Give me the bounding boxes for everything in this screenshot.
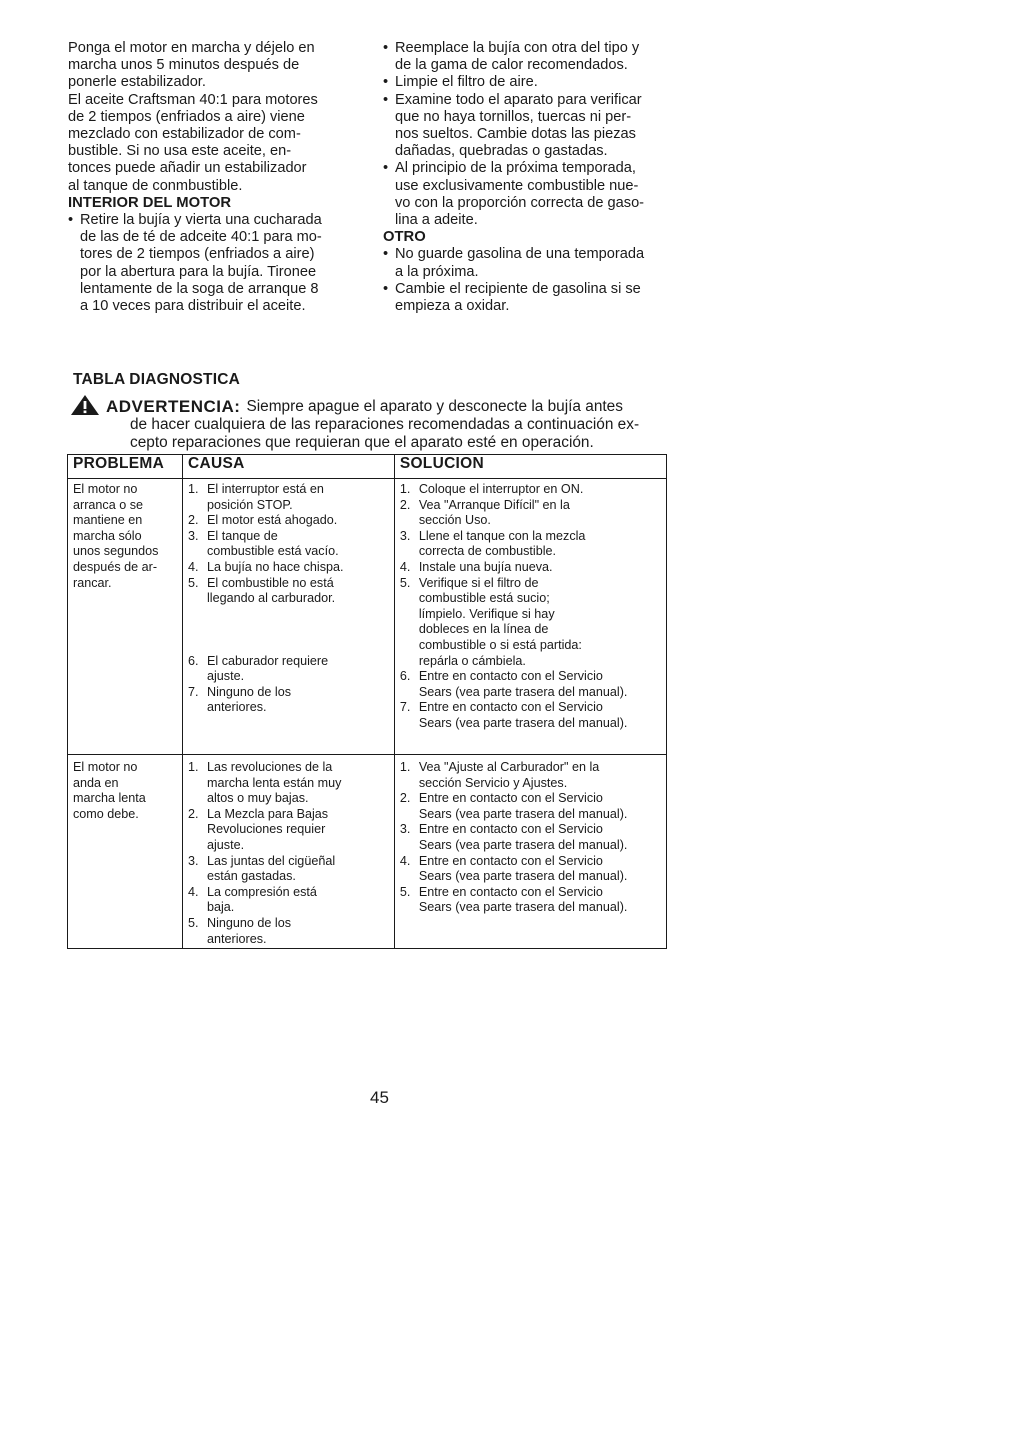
- bullet-text: Examine todo el aparato para verificar que no haya tornillos, tuercas ni per- nos sueltos. Cambie dotas las piezas dañadas, quebradas o gastadas.: [395, 91, 642, 160]
- item-text: Entre en contacto con el Servicio Sears (vea parte trasera del manual).: [418, 791, 628, 821]
- item-text: Vea "Ajuste al Carburador" en la sección Servicio y Ajustes.: [418, 760, 600, 790]
- item-number: 2.: [188, 513, 199, 528]
- engine-interior-heading: INTERIOR DEL MOTOR: [68, 194, 232, 211]
- list-item: [188, 807, 394, 854]
- item-text: Vea "Arranque Difícil" en la sección Uso.: [418, 497, 570, 528]
- table-row: [68, 755, 667, 949]
- list-item: [188, 685, 394, 716]
- problem-cell: [68, 755, 183, 949]
- item-text: El tanque de combustible está vacío.: [207, 528, 339, 559]
- list-item: [400, 560, 666, 576]
- list-item: [383, 281, 683, 315]
- item-number: 2.: [399, 791, 411, 806]
- item-text: Las revoluciones de la marcha lenta están muy altos o muy bajas.: [207, 760, 342, 806]
- page-number: 45: [370, 1088, 389, 1107]
- item-number: 1.: [399, 482, 411, 496]
- item-number: 7.: [188, 684, 199, 699]
- item-text: Llene el tanque con la mezcla correcta de combustible.: [418, 528, 586, 559]
- item-number: 5.: [188, 915, 199, 930]
- item-number: 3.: [188, 853, 199, 868]
- item-text: El interruptor está en posición STOP.: [207, 482, 324, 512]
- item-number: 5.: [399, 884, 411, 899]
- item-text: La compresión está baja.: [207, 884, 317, 915]
- item-number: 5.: [399, 575, 411, 590]
- item-text: Entre en contacto con el Servicio Sears (vea parte trasera del manual).: [418, 853, 628, 884]
- list-item: [400, 669, 666, 700]
- item-text: El combustible no está llegando al carburador.: [207, 575, 336, 606]
- list-item: [400, 885, 666, 916]
- item-text: Entre en contacto con el Servicio Sears (vea parte trasera del manual).: [418, 822, 628, 852]
- warning-block: [70, 394, 670, 451]
- diagnostic-table: [67, 454, 667, 949]
- list-item: [400, 529, 666, 560]
- item-number: 1.: [399, 760, 411, 774]
- list-item: [188, 513, 394, 529]
- diagnostic-table-title: TABLA DIAGNOSTICA: [73, 371, 240, 388]
- oil-paragraph: El aceite Craftsman 40:1 para motores de 2 tiempos (enfriados a aire) viene mezclado con estabilizador de com- bustible. Si no usa este aceite, en- tonces puede añadir un estabilizador al tanque de conmbustible.: [68, 91, 318, 194]
- list-item: [383, 92, 683, 161]
- list-item: [188, 916, 394, 947]
- list-item: [188, 654, 394, 685]
- item-number: 7.: [399, 700, 411, 715]
- item-text: El caburador requiere ajuste.: [207, 653, 329, 684]
- cause-cell: [183, 755, 395, 949]
- problem-text: El motor no anda en marcha lenta como debe.: [73, 760, 146, 821]
- item-text: La Mezcla para Bajas Revoluciones requier ajuste.: [207, 806, 329, 852]
- item-text: Ninguno de los anteriores.: [207, 684, 292, 715]
- list-item: [383, 246, 683, 280]
- column-header-cause: CAUSA: [183, 455, 395, 479]
- other-heading: OTRO: [383, 229, 426, 246]
- list-item: [400, 498, 666, 529]
- item-text: Instale una bujía nueva.: [418, 559, 553, 574]
- bullet-icon: •: [383, 246, 389, 263]
- list-item: [188, 885, 394, 916]
- item-number: 3.: [188, 528, 199, 543]
- item-text: La bujía no hace chispa.: [207, 559, 344, 574]
- list-item: [400, 482, 666, 498]
- column-header-solution: SOLUCION: [394, 455, 666, 479]
- item-number: 2.: [188, 806, 199, 821]
- table-row: [68, 479, 667, 755]
- bullet-icon: •: [68, 212, 74, 229]
- item-text: Coloque el interruptor en ON.: [418, 482, 584, 496]
- item-text: Entre en contacto con el Servicio Sears (vea parte trasera del manual).: [418, 700, 628, 730]
- list-item: [188, 529, 394, 560]
- column-header-problem: PROBLEMA: [68, 455, 183, 479]
- problem-cell: [68, 479, 183, 755]
- list-item: [400, 576, 666, 670]
- item-number: 4.: [188, 559, 199, 574]
- stabilizer-paragraph: Ponga el motor en marcha y déjelo en marcha unos 5 minutos después de ponerle estabilizador.: [68, 40, 315, 91]
- item-text: Ninguno de los anteriores.: [207, 915, 292, 946]
- solution-cell: [394, 755, 666, 949]
- list-item: [400, 700, 666, 731]
- right-column: [383, 40, 683, 315]
- item-number: 2.: [399, 497, 411, 512]
- list-item: [400, 822, 666, 853]
- bullet-icon: •: [383, 40, 389, 56]
- bullet-text: Al principio de la próxima temporada, use exclusivamente combustible nue- vo con la proporción correcta de gaso- lina a adeite.: [395, 160, 645, 229]
- warning-text-continued: de hacer cualquiera de las reparaciones recomendadas a continuación ex- cepto reparaciones que requieran que el aparato esté en operación.: [130, 416, 640, 451]
- bullet-text: Cambie el recipiente de gasolina si se empieza a oxidar.: [395, 280, 641, 315]
- warning-text-line1: Siempre apague el aparato y desconecte la bujía antes: [246, 398, 623, 416]
- bullet-text: Limpie el filtro de aire.: [395, 74, 538, 91]
- item-number: 3.: [399, 822, 411, 837]
- warning-triangle-icon: [70, 394, 100, 416]
- item-text: Entre en contacto con el Servicio Sears (vea parte trasera del manual).: [418, 884, 628, 915]
- engine-interior-bullet: [68, 212, 368, 315]
- list-item: [383, 40, 683, 74]
- item-number: 1.: [188, 760, 199, 774]
- cause-cell: [183, 479, 395, 755]
- problem-text: El motor no arranca o se mantiene en marcha sólo unos segundos después de ar- rancar.: [73, 482, 159, 590]
- item-number: 3.: [399, 528, 411, 543]
- bullet-icon: •: [383, 280, 389, 297]
- bullet-icon: •: [383, 160, 389, 177]
- table-header-row: [68, 455, 667, 479]
- item-number: 4.: [399, 853, 411, 868]
- bullet-icon: •: [383, 91, 389, 108]
- left-column: [68, 40, 368, 315]
- list-item: [188, 560, 394, 576]
- item-text: Las juntas del cigüeñal están gastadas.: [207, 853, 336, 884]
- item-number: 6.: [188, 653, 199, 668]
- bullet-icon: •: [383, 74, 389, 91]
- bullet-text: Retire la bujía y vierta una cucharada de las de té de adceite 40:1 para mo- tores de 2 tiempos (enfriados a aire) por la abertura para la bujía. Tironee lentamente de la soga de arranque 8 a 10 veces para distribuir el aceite.: [80, 212, 322, 315]
- warning-label: ADVERTENCIA:: [106, 397, 241, 417]
- list-item: [188, 482, 394, 513]
- item-number: 5.: [188, 575, 199, 590]
- list-item: [400, 791, 666, 822]
- solution-cell: [394, 479, 666, 755]
- item-text: Entre en contacto con el Servicio Sears (vea parte trasera del manual).: [418, 669, 628, 699]
- bullet-text: No guarde gasolina de una temporada a la próxima.: [395, 246, 645, 280]
- item-number: 1.: [188, 482, 199, 496]
- item-text: Verifique si el filtro de combustible está sucio; límpielo. Verifique si hay dobleces en la línea de combustible o si está partida: repárla o cámbiela.: [418, 575, 582, 668]
- list-item: [188, 760, 394, 807]
- item-text: El motor está ahogado.: [207, 513, 338, 528]
- item-number: 4.: [399, 559, 411, 574]
- list-item: [188, 576, 394, 654]
- list-item: [400, 760, 666, 791]
- list-item: [383, 74, 683, 91]
- list-item: [383, 160, 683, 229]
- list-item: [188, 854, 394, 885]
- bullet-text: Reemplace la bujía con otra del tipo y de la gama de calor recomendados.: [395, 40, 640, 74]
- list-item: [400, 854, 666, 885]
- item-number: 4.: [188, 884, 199, 899]
- item-number: 6.: [399, 669, 411, 684]
